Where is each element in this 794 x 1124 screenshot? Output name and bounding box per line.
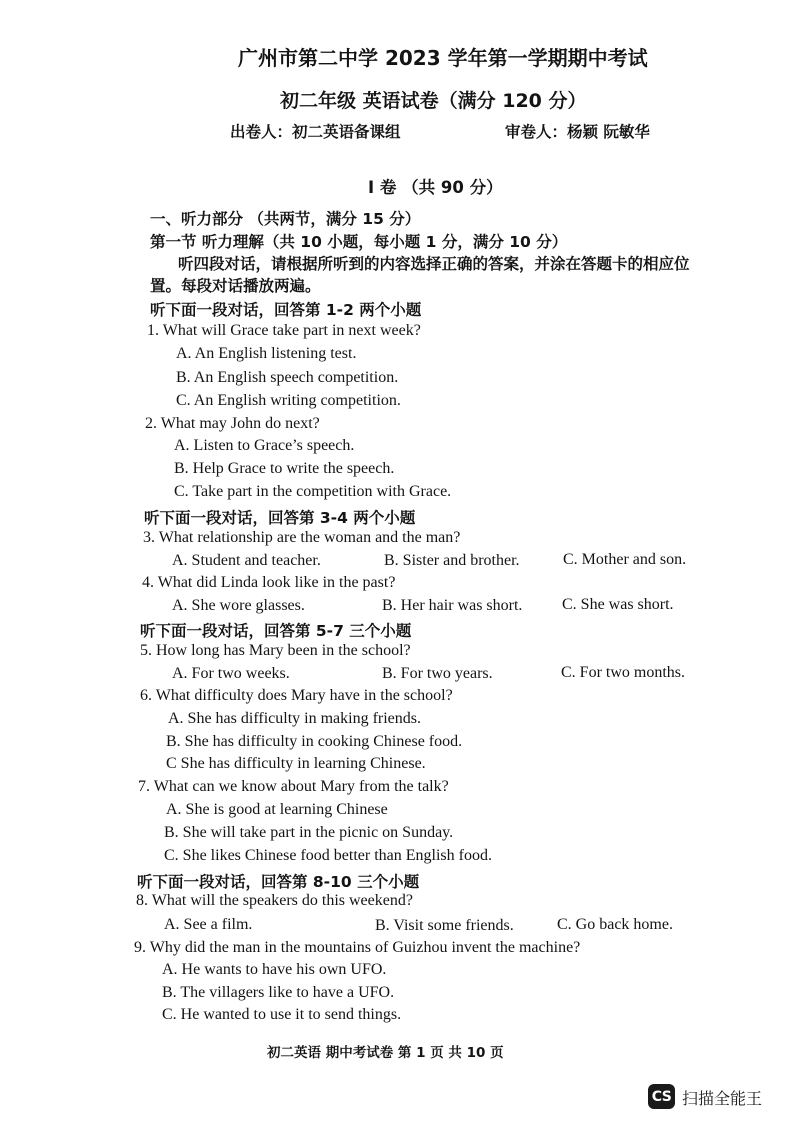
exam-author: 出卷人：初二英语备课组	[230, 123, 401, 141]
option: B. She will take part in the picnic on Sunday.	[164, 824, 454, 841]
option: A. Listen to Grace’s speech.	[174, 437, 355, 454]
option: B. Her hair was short.	[382, 597, 523, 614]
question-text: 7. What can we know about Mary from the talk?	[138, 778, 449, 795]
option: B. The villagers like to have a UFO.	[162, 984, 395, 1001]
page-footer: 初二英语 期中考试卷 第 1 页 共 10 页	[267, 1045, 504, 1061]
question-text: 8. What will the speakers do this weekend?	[136, 892, 413, 909]
option: A. Student and teacher.	[172, 552, 321, 569]
option: C. He wanted to use it to send things.	[162, 1006, 402, 1023]
option: B. Sister and brother.	[384, 552, 520, 569]
question-text: 6. What difficulty does Mary have in the school?	[140, 687, 453, 704]
option: A. For two weeks.	[172, 665, 290, 682]
option: A. She has difficulty in making friends.	[168, 710, 421, 727]
group-heading: 听下面一段对话，回答第 3-4 两个小题	[144, 509, 416, 527]
option: C. Take part in the competition with Grace.	[174, 483, 452, 500]
option: B. An English speech competition.	[176, 369, 399, 386]
option: B. She has difficulty in cooking Chinese food.	[166, 733, 463, 750]
camscanner-name: 扫描全能王	[682, 1089, 763, 1108]
option: C. Mother and son.	[563, 551, 687, 568]
instructions-line-1: 听四段对话，请根据所听到的内容选择正确的答案，并涂在答题卡的相应位	[178, 255, 690, 273]
option: C. She was short.	[562, 596, 674, 613]
option: A. He wants to have his own UFO.	[162, 961, 387, 978]
option: C. She likes Chinese food better than English food.	[164, 847, 492, 864]
volume-title: I 卷 （共 90 分）	[368, 178, 503, 197]
group-heading: 听下面一段对话，回答第 8-10 三个小题	[137, 873, 420, 891]
question-text: 9. Why did the man in the mountains of Guizhou invent the machine?	[134, 939, 581, 956]
part-heading: 第一节 听力理解（共 10 小题，每小题 1 分，满分 10 分）	[150, 233, 568, 251]
option: A. She is good at learning Chinese	[166, 801, 388, 818]
option: A. She wore glasses.	[172, 597, 305, 614]
exam-subtitle: 初二年级 英语试卷（满分 120 分）	[280, 90, 587, 112]
group-heading: 听下面一段对话，回答第 1-2 两个小题	[150, 301, 422, 319]
option: A. See a film.	[164, 916, 253, 933]
option: C. An English writing competition.	[176, 392, 401, 409]
exam-reviewer: 审卷人：杨颖 阮敏华	[505, 123, 650, 141]
question-text: 4. What did Linda look like in the past?	[142, 574, 396, 591]
option: B. Visit some friends.	[375, 917, 514, 934]
group-heading: 听下面一段对话，回答第 5-7 三个小题	[140, 622, 412, 640]
option: C. For two months.	[561, 664, 686, 681]
exam-title: 广州市第二中学 2023 学年第一学期期中考试	[238, 46, 648, 70]
question-text: 3. What relationship are the woman and the man?	[143, 529, 461, 546]
option: C She has difficulty in learning Chinese.	[166, 755, 426, 772]
question-text: 2. What may John do next?	[145, 415, 320, 432]
question-text: 5. How long has Mary been in the school?	[140, 642, 411, 659]
option: A. An English listening test.	[176, 345, 357, 362]
option: C. Go back home.	[557, 916, 673, 933]
section-heading: 一、听力部分 （共两节，满分 15 分）	[150, 210, 421, 228]
option: B. Help Grace to write the speech.	[174, 460, 395, 477]
instructions-line-2: 置。每段对话播放两遍。	[150, 277, 321, 295]
question-text: 1. What will Grace take part in next week?	[147, 322, 421, 339]
option: B. For two years.	[382, 665, 493, 682]
camscanner-logo: CS	[648, 1084, 675, 1109]
